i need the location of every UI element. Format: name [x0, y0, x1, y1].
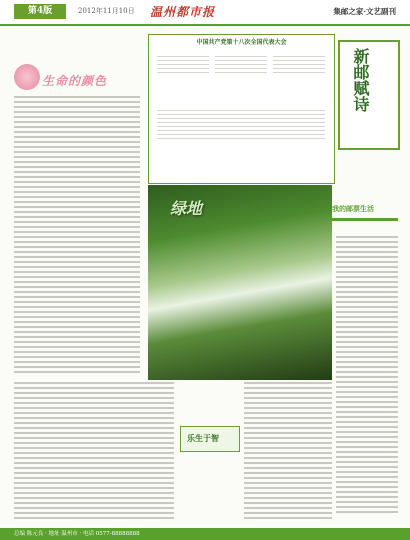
left-article-title: 生命的颜色	[42, 74, 108, 88]
congress-table	[148, 34, 335, 184]
footer-bar: 总编 陈元良 · 地址 温州市 · 电话 0577-88888888	[0, 528, 410, 540]
section-name: 集邮之家·文艺副刊	[333, 7, 396, 16]
photo-title: 绿地	[170, 199, 203, 218]
header-bar	[0, 0, 410, 26]
bottom-title-box	[180, 426, 240, 452]
table-lower	[157, 107, 325, 142]
bottom-right-text	[244, 382, 332, 522]
bottom-left-text	[14, 382, 174, 522]
left-article-text	[14, 96, 140, 376]
logo-underline	[330, 218, 398, 221]
table-heading: 中国共产党第十八次全国代表大会	[196, 39, 287, 46]
issue-date: 2012年11月10日	[78, 7, 135, 15]
logo-text: 我的邮票生活	[332, 204, 374, 213]
right-article-text	[336, 236, 398, 516]
flower-icon	[14, 64, 40, 90]
table-col-2	[215, 53, 267, 76]
stamp-life-logo	[330, 192, 398, 228]
page-tag: 第4版	[14, 4, 66, 19]
bottom-title: 乐生于智	[187, 433, 219, 443]
table-col-1	[157, 53, 209, 76]
poem-box	[338, 40, 400, 150]
masthead: 温州都市报	[150, 5, 216, 19]
table-col-3	[273, 53, 325, 76]
poem-title: 新邮赋诗	[351, 48, 370, 112]
